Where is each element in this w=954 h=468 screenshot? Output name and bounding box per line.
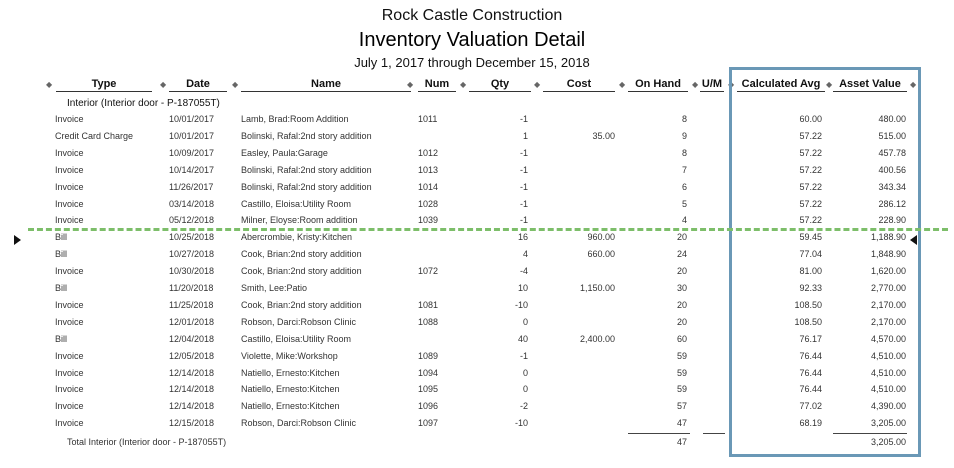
column-header-on-hand[interactable]: On Hand [628,78,688,94]
column-diamond-icon: ◆ [619,80,626,89]
group-label: Interior (Interior door - P-187055T) [67,98,220,109]
row-date-cell: 03/14/2018 [169,198,215,209]
row-type-cell: Invoice [55,350,84,361]
row-type-cell: Bill [55,232,68,243]
row-name-cell: Smith, Lee:Patio [241,283,308,293]
row-calculated-avg-cell: 57.22 [799,164,822,175]
row-qty-cell: 4 [522,249,528,260]
row-on-hand-cell: 59 [676,384,687,395]
row-date-cell: 12/14/2018 [169,367,215,378]
row-name-cell: Bolinski, Rafal:2nd story addition [241,164,372,175]
row-qty-cell: -1 [519,350,528,361]
row-name-cell: Cook, Brian:2nd story addition [241,299,362,310]
row-calculated-avg-cell: 68.19 [799,418,822,429]
row-on-hand-cell: 9 [681,130,687,141]
row-on-hand-cell: 7 [681,164,687,175]
column-diamond-icon: ◆ [232,80,239,89]
row-calculated-avg-cell: 76.44 [799,384,822,395]
row-calculated-avg-cell: 76.44 [799,350,822,361]
row-date-cell: 12/14/2018 [169,401,215,412]
row-qty-cell: -10 [514,299,528,310]
row-num-cell: 1014 [418,181,439,192]
row-calculated-avg-cell: 108.50 [794,316,822,327]
group-total-on-hand: 47 [676,437,687,447]
column-header-calculated-avg[interactable]: Calculated Avg [737,78,825,94]
row-on-hand-cell: 20 [676,299,687,310]
row-calculated-avg-cell: 108.50 [794,299,822,310]
row-date-cell: 11/25/2018 [169,299,214,310]
row-calculated-avg-cell: 92.33 [799,283,822,293]
um-total-underline [703,433,725,434]
row-qty-cell: 0 [522,384,528,395]
row-date-cell: 11/26/2017 [169,181,214,192]
row-asset-value-cell: 4,570.00 [870,333,906,344]
row-name-cell: Robson, Darci:Robson Clinic [241,418,357,429]
row-date-cell: 11/20/2018 [169,283,214,293]
column-diamond-icon: ◆ [160,80,167,89]
column-diamond-icon: ◆ [910,80,917,89]
report-title: Inventory Valuation Detail [358,29,586,51]
column-diamond-icon: ◆ [460,80,467,89]
dashed-divider-line [28,228,948,231]
group-total-asset-value: 3,205.00 [870,437,906,447]
column-diamond-icon: ◆ [692,80,699,89]
row-on-hand-cell: 6 [681,181,687,192]
row-name-cell: Violette, Mike:Workshop [241,350,338,361]
row-on-hand-cell: 5 [681,198,687,209]
row-asset-value-cell: 1,848.90 [870,249,906,260]
row-asset-value-cell: 400.56 [878,164,906,175]
row-on-hand-cell: 20 [676,316,687,327]
row-type-cell: Invoice [55,367,84,378]
row-type-cell: Invoice [55,316,84,327]
row-qty-cell: 40 [517,333,528,344]
column-diamond-icon: ◆ [46,80,53,89]
row-marker-right-arrow-icon [14,235,21,245]
row-on-hand-cell: 4 [681,215,687,226]
row-on-hand-cell: 24 [676,249,687,260]
row-marker-left-arrow-icon [910,235,917,245]
row-calculated-avg-cell: 57.22 [799,181,822,192]
row-asset-value-cell: 515.00 [878,130,906,141]
row-cost-cell: 660.00 [587,249,615,260]
column-diamond-icon: ◆ [534,80,541,89]
row-calculated-avg-cell: 76.17 [799,333,822,344]
row-date-cell: 12/15/2018 [169,418,215,429]
row-asset-value-cell: 3,205.00 [870,418,906,429]
row-asset-value-cell: 1,620.00 [870,266,906,277]
row-num-cell: 1012 [418,147,439,158]
column-header-name[interactable]: Name [241,78,411,94]
row-qty-cell: 0 [522,367,528,378]
row-num-cell: 1011 [418,114,438,124]
row-qty-cell: -1 [519,164,528,175]
row-date-cell: 10/01/2017 [169,114,215,124]
row-asset-value-cell: 2,770.00 [870,283,906,293]
row-qty-cell: -1 [519,215,528,226]
row-type-cell: Bill [55,249,68,260]
column-header-cost[interactable]: Cost [543,78,615,94]
row-cost-cell: 1,150.00 [579,283,615,293]
row-type-cell: Invoice [55,401,84,412]
row-name-cell: Lamb, Brad:Room Addition [241,114,349,124]
row-on-hand-cell: 8 [681,147,687,158]
column-diamond-icon: ◆ [407,80,414,89]
row-calculated-avg-cell: 57.22 [799,198,822,209]
row-num-cell: 1088 [418,316,439,327]
row-calculated-avg-cell: 77.04 [799,249,822,260]
row-name-cell: Natiello, Ernesto:Kitchen [241,367,340,378]
row-type-cell: Invoice [55,114,84,124]
column-diamond-icon: ◆ [728,80,735,89]
row-asset-value-cell: 2,170.00 [870,299,906,310]
row-calculated-avg-cell: 81.00 [799,266,822,277]
row-date-cell: 10/09/2017 [169,147,215,158]
row-qty-cell: -1 [519,198,528,209]
row-qty-cell: -4 [519,266,528,277]
row-asset-value-cell: 4,390.00 [870,401,906,412]
row-num-cell: 1013 [418,164,439,175]
row-type-cell: Invoice [55,266,84,277]
row-num-cell: 1097 [418,418,439,429]
row-name-cell: Easley, Paula:Garage [241,147,328,158]
row-cost-cell: 2,400.00 [579,333,615,344]
column-header-qty[interactable]: Qty [469,78,531,94]
row-calculated-avg-cell: 57.22 [799,130,822,141]
row-date-cell: 10/25/2018 [169,232,215,243]
row-type-cell: Invoice [55,384,84,395]
row-asset-value-cell: 4,510.00 [870,384,906,395]
row-qty-cell: 1 [522,130,528,141]
row-asset-value-cell: 1,188.90 [870,232,906,243]
row-name-cell: Bolinski, Rafal:2nd story addition [241,181,372,192]
row-on-hand-cell: 30 [676,283,687,293]
column-header-um[interactable]: U/M [701,78,723,90]
row-name-cell: Milner, Eloyse:Room addition [241,215,358,226]
row-asset-value-cell: 457.78 [878,147,906,158]
row-asset-value-cell: 4,510.00 [870,350,906,361]
row-type-cell: Invoice [55,299,84,310]
row-name-cell: Bolinski, Rafal:2nd story addition [241,130,372,141]
row-name-cell: Cook, Brian:2nd story addition [241,266,362,277]
group-total-label: Total Interior (Interior door - P-187055T) [67,437,227,447]
row-type-cell: Invoice [55,147,84,158]
row-date-cell: 10/01/2017 [169,130,215,141]
row-calculated-avg-cell: 57.22 [799,147,822,158]
column-header-type[interactable]: Type [56,78,152,94]
row-num-cell: 1039 [418,215,439,226]
row-calculated-avg-cell: 59.45 [799,232,822,243]
row-type-cell: Bill [55,333,68,344]
row-qty-cell: -1 [519,181,528,192]
row-on-hand-cell: 20 [676,266,687,277]
report-period: July 1, 2017 through December 15, 2018 [354,55,590,70]
row-type-cell: Bill [55,283,68,293]
row-num-cell: 1081 [418,299,439,310]
report-company: Rock Castle Construction [381,7,563,24]
row-num-cell: 1072 [418,266,439,277]
row-asset-value-cell: 286.12 [878,198,906,209]
row-date-cell: 12/01/2018 [169,316,215,327]
column-header-date[interactable]: Date [169,78,227,94]
row-qty-cell: -2 [519,401,528,412]
row-type-cell: Credit Card Charge [55,130,134,141]
row-calculated-avg-cell: 60.00 [799,114,822,124]
row-calculated-avg-cell: 76.44 [799,367,822,378]
row-name-cell: Natiello, Ernesto:Kitchen [241,401,340,412]
row-num-cell: 1028 [418,198,439,209]
row-date-cell: 12/04/2018 [169,333,215,344]
row-type-cell: Invoice [55,418,84,429]
row-date-cell: 10/27/2018 [169,249,215,260]
row-on-hand-cell: 60 [676,333,687,344]
row-type-cell: Invoice [55,164,84,175]
row-on-hand-cell: 8 [681,114,687,124]
row-calculated-avg-cell: 77.02 [799,401,822,412]
row-asset-value-cell: 2,170.00 [870,316,906,327]
row-date-cell: 10/30/2018 [169,266,215,277]
column-header-num[interactable]: Num [418,78,456,94]
column-header-asset-value[interactable]: Asset Value [833,78,907,94]
row-num-cell: 1096 [418,401,439,412]
row-qty-cell: -1 [519,147,528,158]
highlight-box [729,67,921,457]
row-qty-cell: -1 [519,114,528,124]
on-hand-total-underline [628,433,690,434]
row-qty-cell: 16 [517,232,528,243]
row-qty-cell: 10 [517,283,528,293]
row-asset-value-cell: 343.34 [878,181,906,192]
row-name-cell: Castillo, Eloisa:Utility Room [241,198,352,209]
row-num-cell: 1094 [418,367,439,378]
row-on-hand-cell: 47 [676,418,687,429]
row-cost-cell: 960.00 [587,232,615,243]
row-on-hand-cell: 57 [676,401,687,412]
row-asset-value-cell: 4,510.00 [870,367,906,378]
row-qty-cell: 0 [522,316,528,327]
column-diamond-icon: ◆ [826,80,833,89]
row-name-cell: Natiello, Ernesto:Kitchen [241,384,340,395]
row-on-hand-cell: 59 [676,350,687,361]
row-num-cell: 1095 [418,384,439,395]
row-type-cell: Invoice [55,181,84,192]
row-date-cell: 12/05/2018 [169,350,215,361]
row-date-cell: 05/12/2018 [169,215,215,226]
row-calculated-avg-cell: 57.22 [799,215,822,226]
row-name-cell: Robson, Darci:Robson Clinic [241,316,357,327]
row-qty-cell: -10 [514,418,528,429]
row-num-cell: 1089 [418,350,439,361]
row-type-cell: Invoice [55,198,84,209]
row-cost-cell: 35.00 [592,130,615,141]
row-date-cell: 12/14/2018 [169,384,215,395]
row-asset-value-cell: 480.00 [878,114,906,124]
row-name-cell: Castillo, Eloisa:Utility Room [241,333,352,344]
row-type-cell: Invoice [55,215,84,226]
row-name-cell: Cook, Brian:2nd story addition [241,249,362,260]
row-name-cell: Abercrombie, Kristy:Kitchen [241,232,353,243]
row-on-hand-cell: 20 [676,232,687,243]
row-asset-value-cell: 228.90 [878,215,906,226]
row-on-hand-cell: 59 [676,367,687,378]
row-date-cell: 10/14/2017 [169,164,215,175]
